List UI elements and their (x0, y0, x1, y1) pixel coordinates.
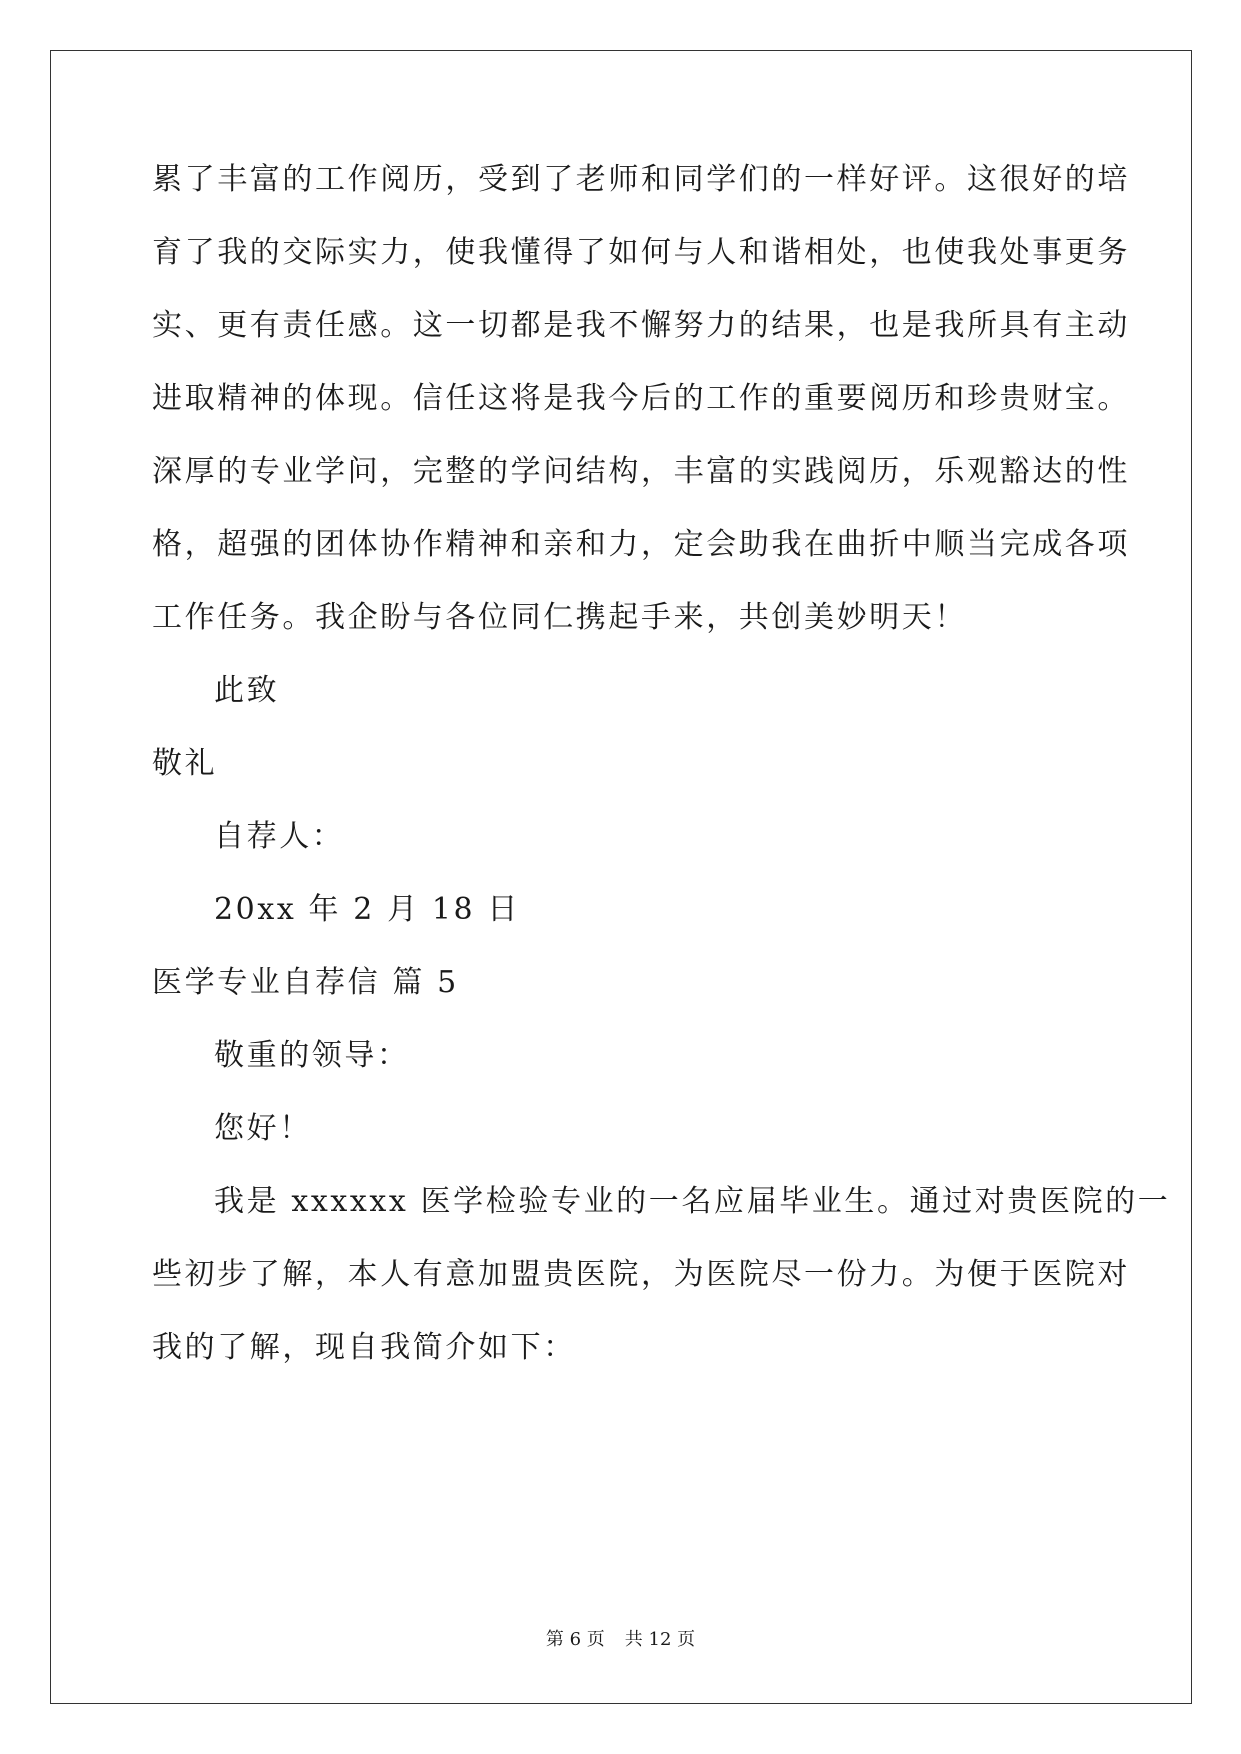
paragraph-line: 累了丰富的工作阅历，受到了老师和同学们的一样好评。这很好的培 (152, 162, 1130, 197)
paragraph-line: 格，超强的团体协作精神和亲和力，定会助我在曲折中顺当完成各项 (152, 527, 1130, 562)
paragraph-line: 些初步了解，本人有意加盟贵医院，为医院尽一份力。为便于医院对 (152, 1257, 1130, 1292)
paragraph-line: 实、更有责任感。这一切都是我不懈努力的结果，也是我所具有主动 (152, 308, 1130, 343)
page-footer (0, 1628, 1241, 1652)
section-heading: 医学专业自荐信 篇 5 (152, 965, 459, 1000)
paragraph-line: 育了我的交际实力，使我懂得了如何与人和谐相处，也使我处事更务 (152, 235, 1130, 270)
letter-date: 20xx 年 2 月 18 日 (214, 892, 520, 927)
paragraph-line: 我的了解，现自我简介如下： (152, 1330, 576, 1365)
page-total: 共 12 页 (624, 1629, 696, 1650)
page-number: 第 6 页 (545, 1629, 605, 1650)
paragraph-line: 深厚的专业学问，完整的学问结构，丰富的实践阅历，乐观豁达的性 (152, 454, 1130, 489)
signature-label: 自荐人： (214, 819, 345, 854)
paragraph-line: 进取精神的体现。信任这将是我今后的工作的重要阅历和珍贵财宝。 (152, 381, 1130, 416)
salutation-closing: 此致 (214, 673, 280, 708)
letter-greeting: 敬重的领导： (214, 1038, 410, 1073)
paragraph-line: 工作任务。我企盼与各位同仁携起手来，共创美妙明天！ (152, 600, 967, 635)
paragraph-line: 我是 xxxxxx 医学检验专业的一名应届毕业生。通过对贵医院的一 (214, 1184, 1171, 1219)
letter-hello: 您好！ (214, 1111, 312, 1146)
page-border (50, 50, 1192, 1704)
salutation-regards: 敬礼 (152, 746, 218, 781)
